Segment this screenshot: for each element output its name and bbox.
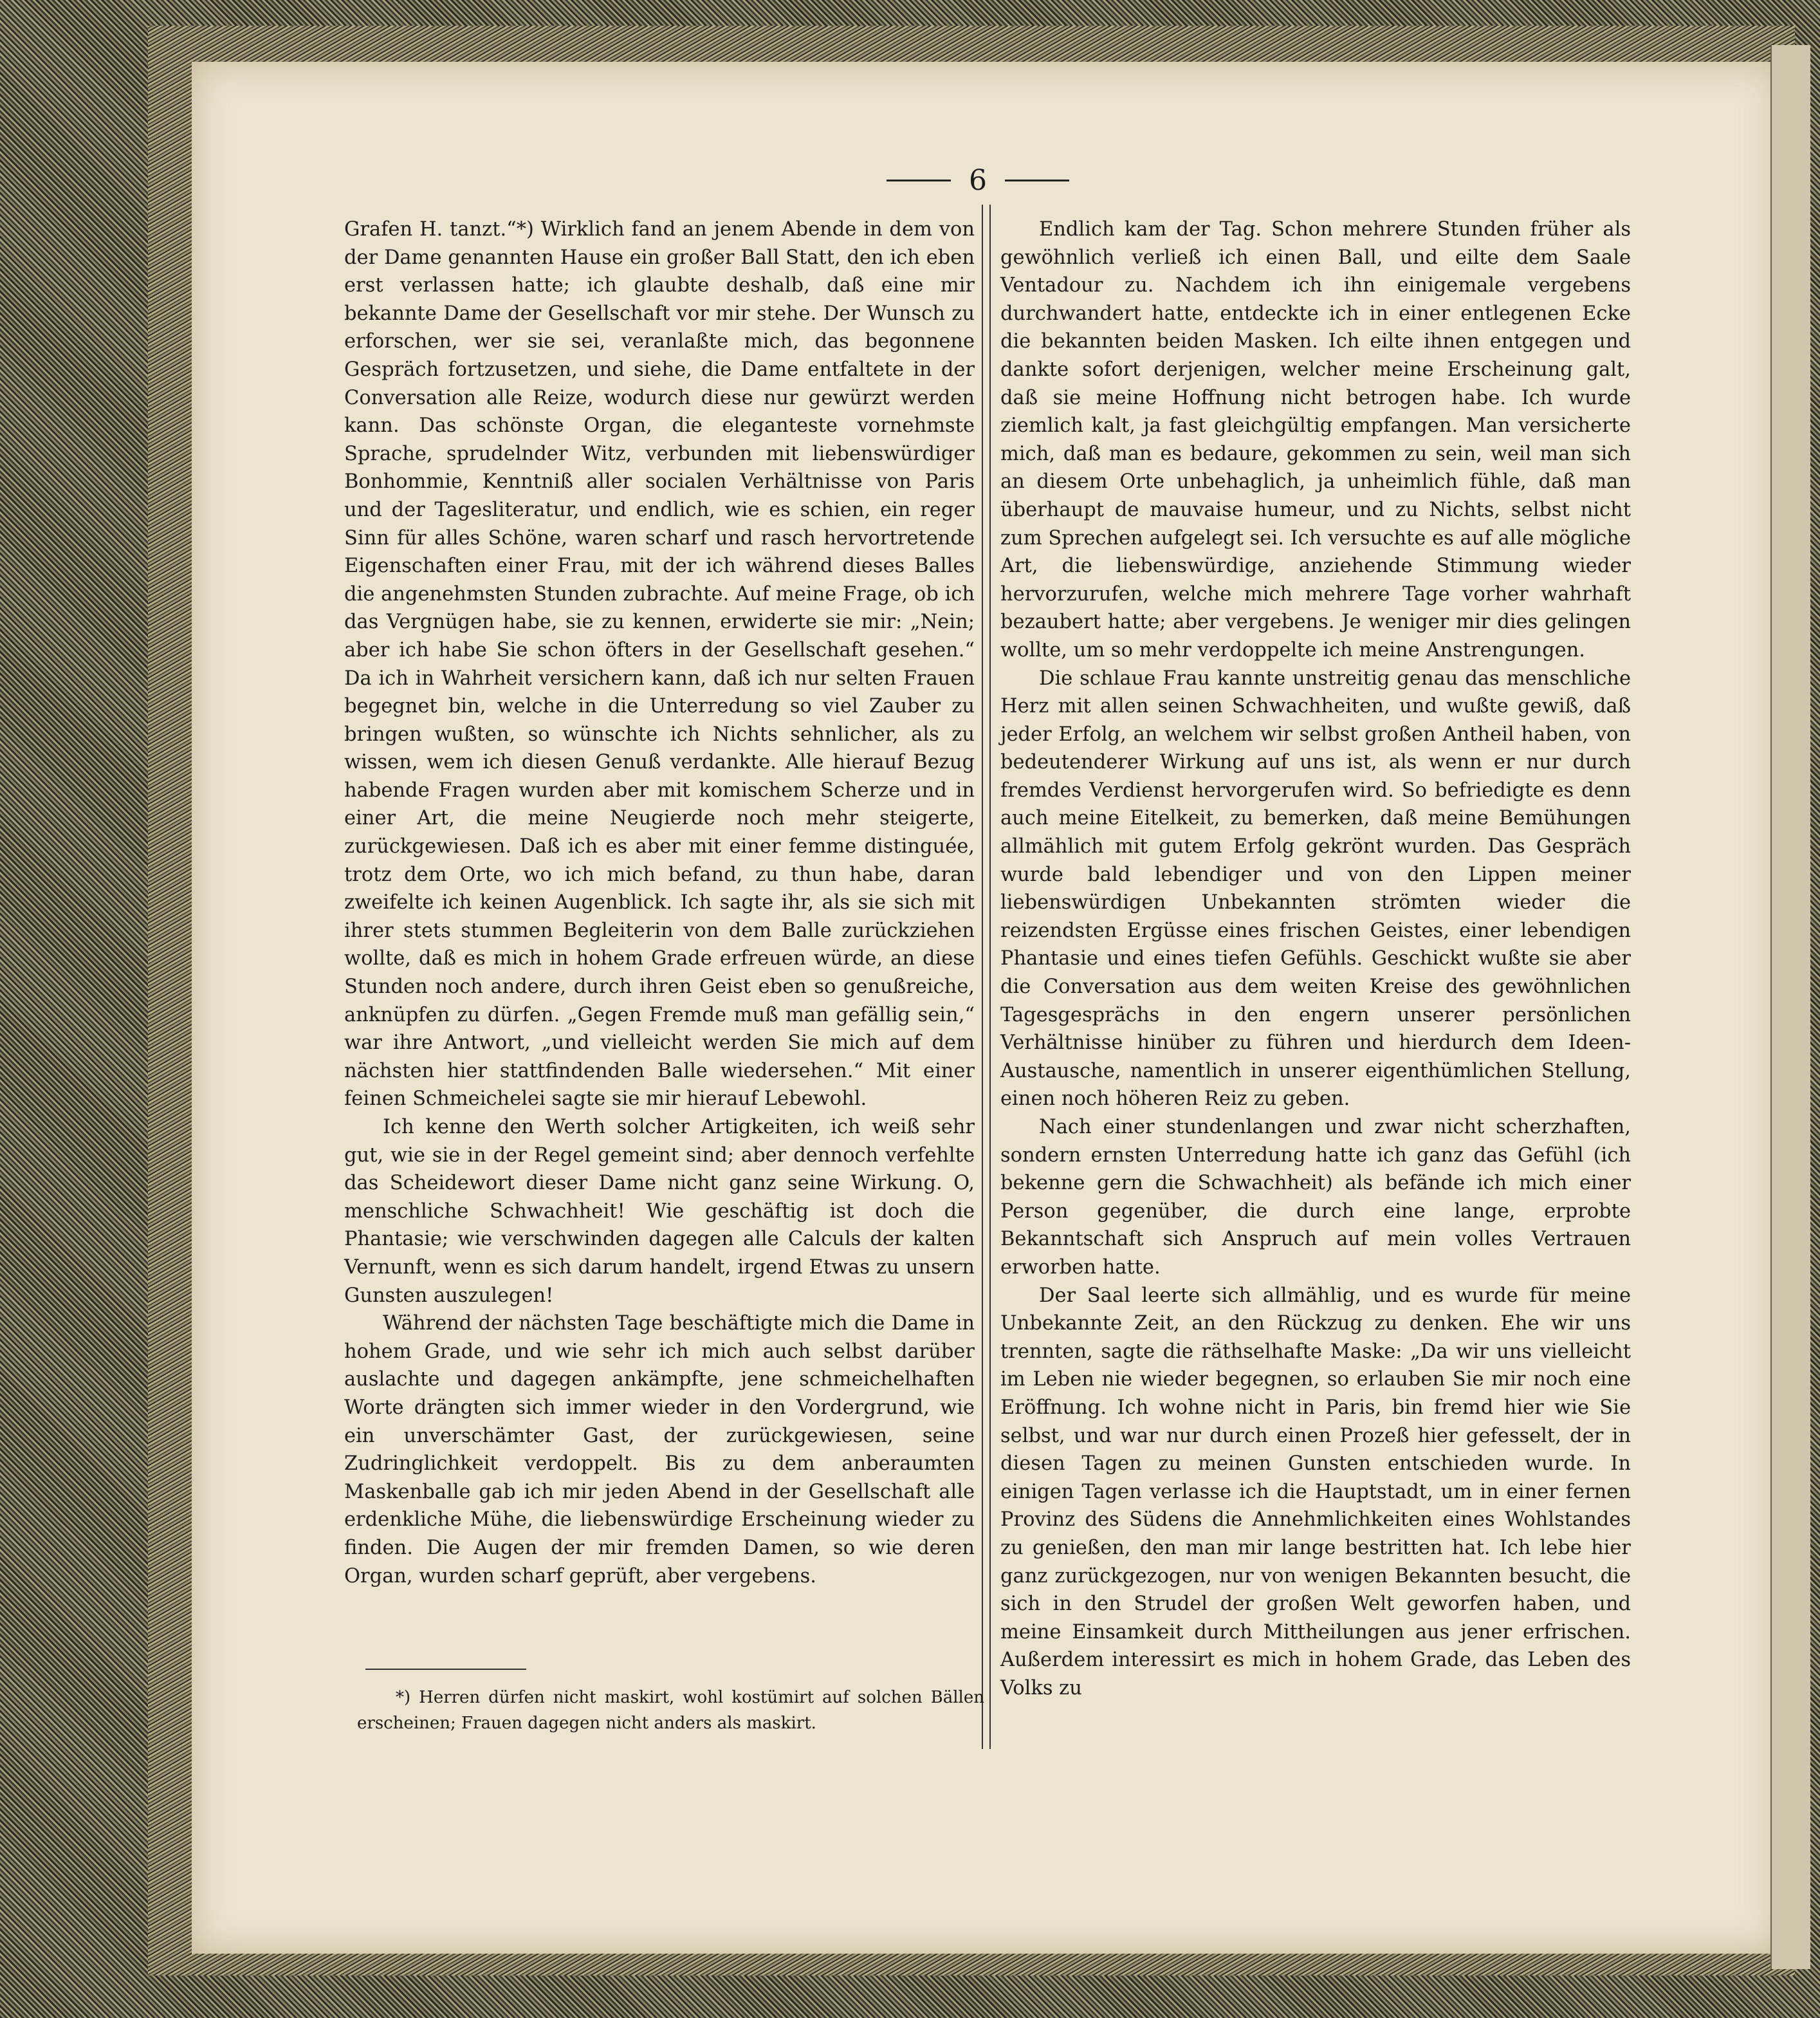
left-paragraph-2: Ich kenne den Werth solcher Artigkeiten, ich weiß sehr gut, wie sie in der Regel gemeint sind; aber dennoch verfehlte das Scheidewort dieser Dame nicht ganz seine Wirkung. O, menschliche Schwachheit! Wie geschäftig ist doch die Phantasie; wie verschwinden dagegen alle Calculs der kalten Vernunft, wenn es sich darum handelt, irgend Etwas zu unsern Gunsten auszulegen! bbox=[344, 1116, 975, 1307]
page-number: 6 bbox=[969, 163, 987, 197]
left-paragraph-1: Grafen H. tanzt.“*) Wirklich fand an jenem Abende in dem von der Dame genannten Hause ein großer Ball Statt, den ich eben erst verlassen hatte; ich glaubte deshalb, daß eine mir bekannte Dame der Gesellschaft vor mir stehe. Der Wunsch zu erforschen, wer sie sei, veranlaßte mich, das begonnene Gespräch fortzusetzen, und siehe, die Dame entfaltete in der Conversation alle Reize, wodurch diese nur gewürzt werden kann. Das schönste Organ, die eleganteste vornehmste Sprache, sprudelnder Witz, verbunden mit liebenswürdiger Bonhommie, Kenntniß aller socialen Verhältnisse von Paris und der Tagesliteratur, und endlich, wie es schien, ein reger Sinn für alles Schöne, waren scharf und rasch hervortretende Eigenschaften einer Frau, mit der ich während dieses Balles die angenehmsten Stunden zubrachte. Auf meine Frage, ob ich das Vergnügen habe, sie zu kennen, erwiderte sie mir: „Nein; aber ich habe Sie schon öfters in der Gesellschaft gesehen.“ Da ich in Wahrheit versichern kann, daß ich nur selten Frauen begegnet bin, welche in die Unterredung so viel Zauber zu bringen wußten, so wünschte ich Nichts sehnlicher, als zu wissen, wem ich diesen Genuß verdankte. Alle hierauf Bezug habende Fragen wurden aber mit komischem Scherze und in einer Art, die meine Neugierde noch mehr steigerte, zurückgewiesen. Daß ich es aber mit einer femme distinguée, trotz dem Orte, wo ich mich befand, zu thun habe, daran zweifelte ich keinen Augenblick. Ich sagte ihr, als sie sich mit ihrer stets stummen Begleiterin von dem Balle zurückziehen wollte, daß es mich in hohem Grade erfreuen würde, an diese Stunden noch andere, durch ihren Geist eben so genußreiche, anknüpfen zu dürfen. „Gegen Fremde muß man gefällig sein,“ war ihre Antwort, „und vielleicht werden Sie mich auf dem nächsten hier stattfindenden Balle wiedersehen.“ Mit einer feinen Schmeichelei sagte sie mir hierauf Lebewohl. bbox=[344, 218, 975, 1111]
right-paragraph-4: Der Saal leerte sich allmählig, und es wurde für meine Unbekannte Zeit, an den Rückzug zu denken. Ehe wir uns trennten, sagte die räthselhafte Maske: „Da wir uns vielleicht im Leben nie wieder begegnen, so erlauben Sie mir noch eine Eröffnung. Ich wohne nicht in Paris, bin fremd hier wie Sie selbst, und war nur durch einen Prozeß hier gefesselt, der in diesen Tagen zu meinen Gunsten entschieden wurde. In einigen Tagen verlasse ich die Hauptstadt, um in einer fernen Provinz des Südens die Annehmlichkeiten eines Wohlstandes zu genießen, den man mir lange bestritten hat. Ich lebe hier ganz zurückgezogen, nur von wenigen Bekannten besucht, die sich in den Strudel der großen Welt geworfen haben, und meine Einsamkeit durch Mittheilungen aus jener erfrischen. Außerdem interessirt es mich in hohem Grade, das Leben des Volks zu bbox=[1000, 1284, 1631, 1699]
footnote-rule bbox=[365, 1669, 526, 1670]
footnote bbox=[357, 1685, 984, 1736]
right-paragraph-3: Nach einer stundenlangen und zwar nicht scherzhaften, sondern ernsten Unterredung hatte ich ganz das Gefühl (ich bekenne gern die Schwachheit) als befände ich mich einer Person gegenüber, die durch eine lange, erprobte Bekanntschaft sich Anspruch auf mein volles Vertrauen erworben hatte. bbox=[1000, 1116, 1631, 1279]
left-paragraph-3: Während der nächsten Tage beschäftigte mich die Dame in hohem Grade, und wie sehr ich mich auch selbst darüber auslachte und dagegen ankämpfte, jene schmeichelhaften Worte drängten sich immer wieder in den Vordergrund, wie ein unverschämter Gast, der zurückgewiesen, seine Zudringlichkeit verdoppelt. Bis zu dem anberaumten Maskenballe gab ich mir jeden Abend in der Gesellschaft alle erdenkliche Mühe, die liebenswürdige Erscheinung wieder zu finden. Die Augen der mir fremden Damen, so wie deren Organ, wurden scharf geprüft, aber vergebens. bbox=[344, 1312, 975, 1588]
header-rule-left bbox=[887, 180, 951, 181]
column-divider bbox=[982, 205, 991, 1749]
page-header bbox=[869, 161, 1087, 199]
right-column bbox=[1000, 216, 1631, 1702]
right-paragraph-1: Endlich kam der Tag. Schon mehrere Stunden früher als gewöhnlich verließ ich einen Ball, und eilte dem Saale Ventadour zu. Nachdem ich ihn einigemale vergebens durchwandert hatte, entdeckte ich in einer entlegenen Ecke die bekannten beiden Masken. Ich eilte ihnen entgegen und dankte sofort derjenigen, welcher meine Erscheinung galt, daß sie meine Hoffnung nicht betrogen habe. Ich wurde ziemlich kalt, ja fast gleichgültig empfangen. Man versicherte mich, daß man es bedaure, gekommen zu sein, weil man sich an diesem Orte unbehaglich, ja unheimlich fühle, daß man überhaupt de mauvaise humeur, und zu Nichts, selbst nicht zum Sprechen aufgelegt sei. Ich versuchte es auf alle mögliche Art, die liebenswürdige, anziehende Stimmung wieder hervorzurufen, welche mich mehrere Tage vorher wahrhaft bezaubert hatte; aber vergebens. Je weniger mir dies gelingen wollte, um so mehr verdoppelte ich meine Anstrengungen. bbox=[1000, 218, 1631, 662]
footnote-text: *) Herren dürfen nicht maskirt, wohl kostümirt auf solchen Bällen erscheinen; Frauen dagegen nicht anders als maskirt. bbox=[357, 1688, 984, 1733]
left-column bbox=[344, 216, 975, 1590]
binding-edge bbox=[1770, 45, 1810, 1969]
header-rule-right bbox=[1005, 180, 1069, 181]
right-paragraph-2: Die schlaue Frau kannte unstreitig genau das menschliche Herz mit allen seinen Schwachheiten, und wußte gewiß, daß jeder Erfolg, an welchem wir selbst großen Antheil haben, von bedeutenderer Wirkung auf uns ist, als wenn er nur durch fremdes Verdienst hervorgerufen wird. So befriedigte es denn auch meine Eitelkeit, zu bemerken, daß meine Bemühungen allmählich mit gutem Erfolg gekrönt wurden. Das Gespräch wurde bald lebendiger und von den Lippen meiner liebenswürdigen Unbekannten strömten wieder die reizendsten Ergüsse eines frischen Geistes, einer lebendigen Phantasie und eines tiefen Gefühls. Geschickt wußte sie aber die Conversation aus dem weiten Kreise des gewöhnlichen Tagesgesprächs in den engern unserer persönlichen Verhältnisse hinüber zu führen und hierdurch dem Ideen-Austausche, namentlich in unserer eigenthümlichen Stellung, einen noch höheren Reiz zu geben. bbox=[1000, 667, 1631, 1111]
